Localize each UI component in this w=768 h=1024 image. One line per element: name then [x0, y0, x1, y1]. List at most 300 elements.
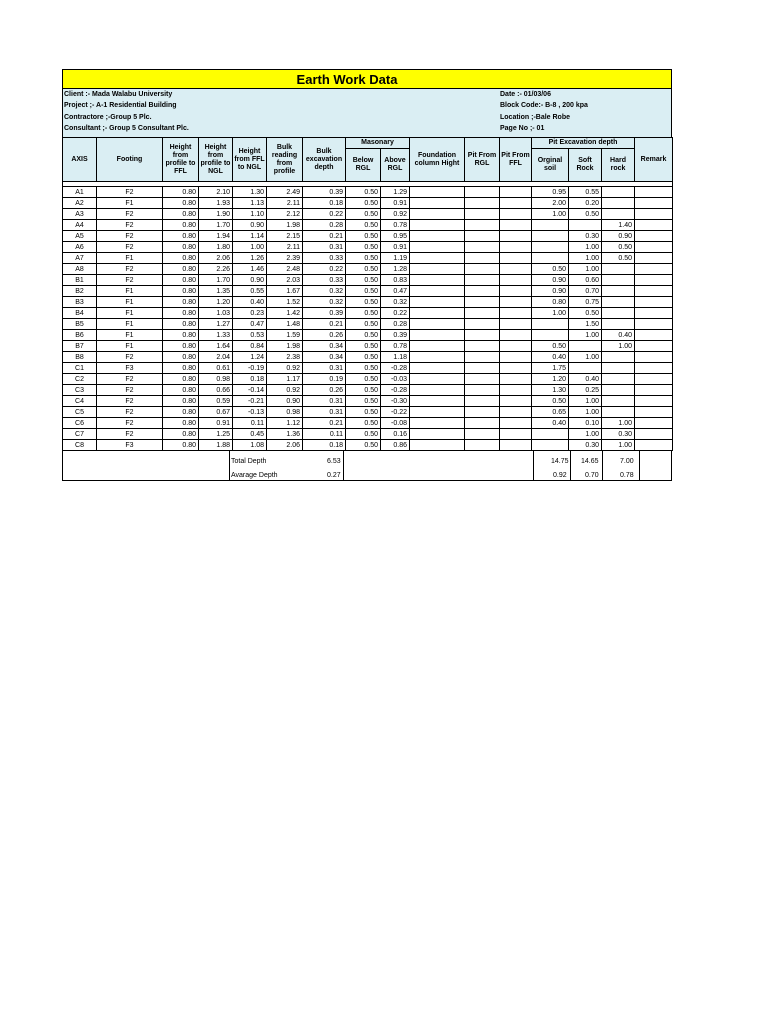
axis-cell: B6	[63, 330, 97, 341]
height-profile-ngl-cell: 0.98	[199, 374, 233, 385]
soft-rock-cell: 0.75	[569, 297, 602, 308]
height-profile-ngl-cell: 1.20	[199, 297, 233, 308]
bulk-reading-cell: 0.90	[267, 396, 303, 407]
pit-from-rgl-header: Pit From RGL	[465, 138, 500, 182]
remark-cell	[635, 187, 673, 198]
pit-from-ffl-cell	[500, 242, 532, 253]
foundation-column-cell	[410, 187, 465, 198]
pit-from-ffl-cell	[500, 187, 532, 198]
height-profile-ngl-cell: 0.66	[199, 385, 233, 396]
footing-cell: F2	[97, 264, 163, 275]
height-ffl-ngl-cell: 1.26	[233, 253, 267, 264]
height-profile-ngl-cell: 0.59	[199, 396, 233, 407]
masonary-header: Masonary	[346, 138, 410, 149]
pit-from-rgl-cell	[465, 198, 500, 209]
location-text: Location ;-Bale Robe	[500, 114, 571, 121]
foundation-column-cell	[410, 330, 465, 341]
height-ffl-ngl-cell: 1.08	[233, 440, 267, 451]
table-row	[63, 253, 673, 264]
remark-cell	[635, 407, 673, 418]
pit-from-ffl-cell	[500, 275, 532, 286]
bulk-excavation-cell: 0.21	[303, 418, 346, 429]
bulk-excavation-cell: 0.22	[303, 209, 346, 220]
height-ffl-ngl-cell: -0.19	[233, 363, 267, 374]
original-soil-cell: 0.50	[532, 264, 569, 275]
table-row	[63, 209, 673, 220]
above-rgl-cell: 0.47	[381, 286, 410, 297]
above-rgl-cell: 0.28	[381, 319, 410, 330]
bulk-reading-header: Bulk reading from profile	[267, 138, 303, 182]
above-rgl-cell: 1.19	[381, 253, 410, 264]
total-hard-rock: 7.00	[620, 458, 634, 465]
footing-cell: F2	[97, 275, 163, 286]
consultant-text: Consultant ;- Group 5 Consultant Plc.	[64, 125, 189, 132]
hard-rock-cell: 1.00	[602, 341, 635, 352]
pit-from-ffl-cell	[500, 264, 532, 275]
footing-cell: F1	[97, 308, 163, 319]
below-rgl-cell: 0.50	[346, 286, 381, 297]
axis-cell: C7	[63, 429, 97, 440]
below-rgl-cell: 0.50	[346, 308, 381, 319]
remark-cell	[635, 308, 673, 319]
bulk-excavation-cell: 0.21	[303, 231, 346, 242]
remark-cell	[635, 374, 673, 385]
height-ffl-ngl-cell: 0.18	[233, 374, 267, 385]
height-profile-ffl-cell: 0.80	[163, 220, 199, 231]
below-rgl-cell: 0.50	[346, 187, 381, 198]
height-ffl-ngl-header: Height from FFL to NGL	[233, 138, 267, 182]
remark-cell	[635, 418, 673, 429]
axis-cell: C4	[63, 396, 97, 407]
remark-cell	[635, 209, 673, 220]
foundation-column-cell	[410, 385, 465, 396]
height-profile-ngl-header: Height from profile to NGL	[199, 138, 233, 182]
client-text: Client :- Mada Walabu University	[64, 91, 173, 98]
above-rgl-cell: 0.92	[381, 209, 410, 220]
pit-excavation-header: Pit Excavation depth	[532, 138, 635, 149]
totals-divider	[343, 451, 344, 481]
below-rgl-cell: 0.50	[346, 407, 381, 418]
totals-divider	[533, 451, 534, 481]
remark-cell	[635, 352, 673, 363]
soft-rock-cell	[569, 363, 602, 374]
pit-from-ffl-cell	[500, 308, 532, 319]
above-rgl-cell: 0.16	[381, 429, 410, 440]
remark-cell	[635, 429, 673, 440]
soft-rock-cell: 1.00	[569, 253, 602, 264]
total-bulk-value: 6.53	[327, 458, 341, 465]
bulk-reading-cell: 2.03	[267, 275, 303, 286]
bulk-reading-cell: 0.98	[267, 407, 303, 418]
pit-from-rgl-cell	[465, 440, 500, 451]
total-depth-label: Total Depth	[231, 458, 267, 465]
height-profile-ffl-cell: 0.80	[163, 374, 199, 385]
table-row	[63, 264, 673, 275]
hard-rock-cell	[602, 264, 635, 275]
table-row	[63, 374, 673, 385]
foundation-column-cell	[410, 440, 465, 451]
original-soil-cell: 0.90	[532, 286, 569, 297]
bulk-excavation-cell: 0.22	[303, 264, 346, 275]
soft-rock-cell: 1.00	[569, 242, 602, 253]
pit-from-ffl-cell	[500, 253, 532, 264]
bulk-reading-cell: 2.15	[267, 231, 303, 242]
table-row	[63, 275, 673, 286]
axis-cell: A6	[63, 242, 97, 253]
original-soil-cell	[532, 242, 569, 253]
remark-cell	[635, 231, 673, 242]
pit-from-ffl-cell	[500, 429, 532, 440]
height-profile-ffl-cell: 0.80	[163, 253, 199, 264]
soft-rock-cell: 0.25	[569, 385, 602, 396]
pit-from-ffl-cell	[500, 330, 532, 341]
below-rgl-cell: 0.50	[346, 440, 381, 451]
remark-header: Remark	[635, 138, 673, 182]
axis-cell: C1	[63, 363, 97, 374]
remark-cell	[635, 341, 673, 352]
above-rgl-header: Above RGL	[381, 149, 410, 182]
foundation-column-cell	[410, 407, 465, 418]
block-code-text: Block Code:- B-8 , 200 kpa	[500, 102, 588, 109]
table-row	[63, 396, 673, 407]
height-profile-ngl-cell: 2.10	[199, 187, 233, 198]
soft-rock-cell: 0.50	[569, 308, 602, 319]
bulk-excavation-cell: 0.19	[303, 374, 346, 385]
axis-cell: C5	[63, 407, 97, 418]
height-ffl-ngl-cell: 0.45	[233, 429, 267, 440]
original-soil-cell	[532, 440, 569, 451]
foundation-column-cell	[410, 374, 465, 385]
pit-from-ffl-cell	[500, 198, 532, 209]
soft-rock-cell	[569, 220, 602, 231]
height-profile-ffl-cell: 0.80	[163, 319, 199, 330]
pit-from-ffl-cell	[500, 374, 532, 385]
height-profile-ffl-header: Height from profile to FFL	[163, 138, 199, 182]
footing-cell: F2	[97, 396, 163, 407]
height-profile-ngl-cell: 1.03	[199, 308, 233, 319]
bulk-excavation-header: Bulk excavation depth	[303, 138, 346, 182]
hard-rock-cell: 1.00	[602, 440, 635, 451]
pit-from-ffl-cell	[500, 209, 532, 220]
foundation-column-cell	[410, 209, 465, 220]
table-row	[63, 297, 673, 308]
soft-rock-cell: 0.20	[569, 198, 602, 209]
original-soil-cell: 1.00	[532, 308, 569, 319]
soft-rock-cell: 0.50	[569, 209, 602, 220]
hard-rock-cell: 0.50	[602, 242, 635, 253]
hard-rock-cell	[602, 363, 635, 374]
remark-cell	[635, 242, 673, 253]
below-rgl-cell: 0.50	[346, 429, 381, 440]
below-rgl-cell: 0.50	[346, 253, 381, 264]
remark-cell	[635, 198, 673, 209]
remark-cell	[635, 330, 673, 341]
total-original-soil: 14.75	[551, 458, 569, 465]
project-info-block	[62, 89, 672, 137]
bulk-excavation-cell: 0.33	[303, 275, 346, 286]
bulk-excavation-cell: 0.31	[303, 407, 346, 418]
axis-cell: A1	[63, 187, 97, 198]
height-profile-ffl-cell: 0.80	[163, 341, 199, 352]
axis-cell: A3	[63, 209, 97, 220]
pit-from-rgl-cell	[465, 429, 500, 440]
hard-rock-cell	[602, 396, 635, 407]
original-soil-cell: 0.40	[532, 418, 569, 429]
height-profile-ngl-cell: 1.70	[199, 220, 233, 231]
height-profile-ffl-cell: 0.80	[163, 297, 199, 308]
soft-rock-cell: 0.60	[569, 275, 602, 286]
height-profile-ngl-cell: 1.25	[199, 429, 233, 440]
height-profile-ngl-cell: 0.61	[199, 363, 233, 374]
pit-from-ffl-cell	[500, 231, 532, 242]
bulk-reading-cell: 0.92	[267, 363, 303, 374]
pit-from-rgl-cell	[465, 187, 500, 198]
footing-cell: F3	[97, 363, 163, 374]
height-ffl-ngl-cell: 0.40	[233, 297, 267, 308]
above-rgl-cell: 1.28	[381, 264, 410, 275]
bulk-excavation-cell: 0.31	[303, 396, 346, 407]
soft-rock-cell: 1.00	[569, 264, 602, 275]
original-soil-cell: 0.50	[532, 396, 569, 407]
bulk-reading-cell: 1.67	[267, 286, 303, 297]
footing-cell: F2	[97, 231, 163, 242]
soft-rock-cell: 1.00	[569, 429, 602, 440]
pit-from-rgl-cell	[465, 242, 500, 253]
above-rgl-cell: -0.28	[381, 363, 410, 374]
original-soil-cell: 1.20	[532, 374, 569, 385]
below-rgl-cell: 0.50	[346, 330, 381, 341]
bulk-excavation-cell: 0.31	[303, 363, 346, 374]
below-rgl-cell: 0.50	[346, 352, 381, 363]
height-profile-ngl-cell: 1.64	[199, 341, 233, 352]
table-row	[63, 286, 673, 297]
above-rgl-cell: -0.22	[381, 407, 410, 418]
foundation-column-cell	[410, 242, 465, 253]
footing-cell: F2	[97, 374, 163, 385]
height-ffl-ngl-cell: 0.90	[233, 275, 267, 286]
below-rgl-cell: 0.50	[346, 385, 381, 396]
totals-divider	[570, 451, 571, 481]
bulk-reading-cell: 1.17	[267, 374, 303, 385]
height-profile-ngl-cell: 1.33	[199, 330, 233, 341]
height-profile-ffl-cell: 0.80	[163, 187, 199, 198]
height-profile-ffl-cell: 0.80	[163, 209, 199, 220]
bulk-excavation-cell: 0.32	[303, 286, 346, 297]
table-row	[63, 242, 673, 253]
below-rgl-cell: 0.50	[346, 198, 381, 209]
pit-from-rgl-cell	[465, 341, 500, 352]
soft-rock-cell: 1.00	[569, 396, 602, 407]
height-ffl-ngl-cell: 0.84	[233, 341, 267, 352]
original-soil-cell: 2.00	[532, 198, 569, 209]
axis-header: AXIS	[63, 138, 97, 182]
totals-divider	[602, 451, 603, 481]
below-rgl-cell: 0.50	[346, 275, 381, 286]
original-soil-cell: 1.00	[532, 209, 569, 220]
foundation-column-cell	[410, 198, 465, 209]
bulk-excavation-cell: 0.39	[303, 308, 346, 319]
height-ffl-ngl-cell: 1.46	[233, 264, 267, 275]
footing-cell: F1	[97, 286, 163, 297]
pit-from-rgl-cell	[465, 275, 500, 286]
bulk-reading-cell: 1.48	[267, 319, 303, 330]
pit-from-rgl-cell	[465, 374, 500, 385]
below-rgl-cell: 0.50	[346, 341, 381, 352]
above-rgl-cell: 0.78	[381, 220, 410, 231]
soft-rock-cell: 1.00	[569, 352, 602, 363]
height-profile-ffl-cell: 0.80	[163, 198, 199, 209]
above-rgl-cell: 1.29	[381, 187, 410, 198]
original-soil-cell	[532, 429, 569, 440]
below-rgl-cell: 0.50	[346, 242, 381, 253]
data-rows	[63, 187, 673, 451]
height-profile-ngl-cell: 1.27	[199, 319, 233, 330]
pit-from-rgl-cell	[465, 253, 500, 264]
table-row	[63, 363, 673, 374]
above-rgl-cell: 1.18	[381, 352, 410, 363]
pit-from-rgl-cell	[465, 308, 500, 319]
bulk-reading-cell: 1.98	[267, 220, 303, 231]
hard-rock-cell	[602, 297, 635, 308]
pit-from-rgl-cell	[465, 264, 500, 275]
pit-from-ffl-cell	[500, 352, 532, 363]
height-ffl-ngl-cell: 0.90	[233, 220, 267, 231]
pit-from-rgl-cell	[465, 407, 500, 418]
foundation-column-cell	[410, 429, 465, 440]
pit-from-rgl-cell	[465, 286, 500, 297]
hard-rock-cell	[602, 319, 635, 330]
pit-from-ffl-cell	[500, 286, 532, 297]
soft-rock-cell: 1.00	[569, 407, 602, 418]
table-row	[63, 440, 673, 451]
table-row	[63, 352, 673, 363]
below-rgl-cell: 0.50	[346, 396, 381, 407]
soft-rock-cell	[569, 341, 602, 352]
pit-from-rgl-cell	[465, 231, 500, 242]
height-profile-ngl-cell: 1.88	[199, 440, 233, 451]
hard-rock-cell: 1.00	[602, 418, 635, 429]
remark-cell	[635, 396, 673, 407]
axis-cell: A2	[63, 198, 97, 209]
totals-divider	[229, 451, 230, 481]
hard-rock-cell	[602, 374, 635, 385]
original-soil-cell	[532, 330, 569, 341]
above-rgl-cell: -0.30	[381, 396, 410, 407]
soft-rock-cell: 0.55	[569, 187, 602, 198]
earth-work-table	[62, 137, 673, 451]
axis-cell: A8	[63, 264, 97, 275]
pit-from-ffl-cell	[500, 385, 532, 396]
totals-underline	[98, 480, 229, 481]
height-ffl-ngl-cell: -0.21	[233, 396, 267, 407]
height-profile-ffl-cell: 0.80	[163, 396, 199, 407]
hard-rock-cell: 0.40	[602, 330, 635, 341]
table-row	[63, 407, 673, 418]
axis-cell: B2	[63, 286, 97, 297]
footing-cell: F2	[97, 220, 163, 231]
height-ffl-ngl-cell: 0.53	[233, 330, 267, 341]
height-profile-ffl-cell: 0.80	[163, 275, 199, 286]
hard-rock-cell	[602, 352, 635, 363]
height-profile-ngl-cell: 1.90	[199, 209, 233, 220]
table-row	[63, 418, 673, 429]
table-row	[63, 187, 673, 198]
bulk-reading-cell: 1.59	[267, 330, 303, 341]
below-rgl-cell: 0.50	[346, 374, 381, 385]
footing-cell: F3	[97, 440, 163, 451]
foundation-column-cell	[410, 308, 465, 319]
below-rgl-header: Below RGL	[346, 149, 381, 182]
bulk-reading-cell: 2.06	[267, 440, 303, 451]
original-soil-cell: 1.75	[532, 363, 569, 374]
height-profile-ffl-cell: 0.80	[163, 308, 199, 319]
above-rgl-cell: 0.91	[381, 198, 410, 209]
hard-rock-cell: 0.50	[602, 253, 635, 264]
pit-from-ffl-header: Pit From FFL	[500, 138, 532, 182]
footing-cell: F2	[97, 429, 163, 440]
original-soil-cell: 0.95	[532, 187, 569, 198]
bulk-excavation-cell: 0.39	[303, 187, 346, 198]
table-row	[63, 198, 673, 209]
footing-cell: F1	[97, 330, 163, 341]
project-text: Project ;- A-1 Residential Building	[64, 102, 177, 109]
original-soil-cell: 1.30	[532, 385, 569, 396]
foundation-column-cell	[410, 418, 465, 429]
footing-cell: F1	[97, 341, 163, 352]
hard-rock-cell	[602, 198, 635, 209]
axis-cell: A5	[63, 231, 97, 242]
foundation-column-cell	[410, 341, 465, 352]
footing-cell: F2	[97, 418, 163, 429]
bulk-excavation-cell: 0.11	[303, 429, 346, 440]
bulk-reading-cell: 2.11	[267, 198, 303, 209]
height-profile-ffl-cell: 0.80	[163, 363, 199, 374]
above-rgl-cell: -0.08	[381, 418, 410, 429]
pit-from-ffl-cell	[500, 363, 532, 374]
height-ffl-ngl-cell: 1.24	[233, 352, 267, 363]
height-profile-ngl-cell: 2.04	[199, 352, 233, 363]
pit-from-rgl-cell	[465, 363, 500, 374]
bulk-excavation-cell: 0.28	[303, 220, 346, 231]
foundation-column-cell	[410, 396, 465, 407]
foundation-column-cell	[410, 352, 465, 363]
axis-cell: B3	[63, 297, 97, 308]
bulk-excavation-cell: 0.32	[303, 297, 346, 308]
average-soft-rock: 0.70	[585, 472, 599, 479]
hard-rock-cell	[602, 209, 635, 220]
soft-rock-cell: 0.30	[569, 440, 602, 451]
original-soil-cell: 0.40	[532, 352, 569, 363]
footing-cell: F2	[97, 407, 163, 418]
foundation-column-cell	[410, 220, 465, 231]
bulk-reading-cell: 1.52	[267, 297, 303, 308]
hard-rock-cell	[602, 308, 635, 319]
foundation-column-cell	[410, 319, 465, 330]
above-rgl-cell: 0.83	[381, 275, 410, 286]
bulk-excavation-cell: 0.18	[303, 198, 346, 209]
height-profile-ngl-cell: 1.35	[199, 286, 233, 297]
above-rgl-cell: -0.03	[381, 374, 410, 385]
above-rgl-cell: 0.39	[381, 330, 410, 341]
height-ffl-ngl-cell: -0.13	[233, 407, 267, 418]
hard-rock-header: Hard rock	[602, 149, 635, 182]
remark-cell	[635, 319, 673, 330]
height-ffl-ngl-cell: 1.13	[233, 198, 267, 209]
average-original-soil: 0.92	[553, 472, 567, 479]
contractor-text: Contractore ;-Group 5 Plc.	[64, 114, 152, 121]
hard-rock-cell	[602, 286, 635, 297]
height-ffl-ngl-cell: 0.23	[233, 308, 267, 319]
